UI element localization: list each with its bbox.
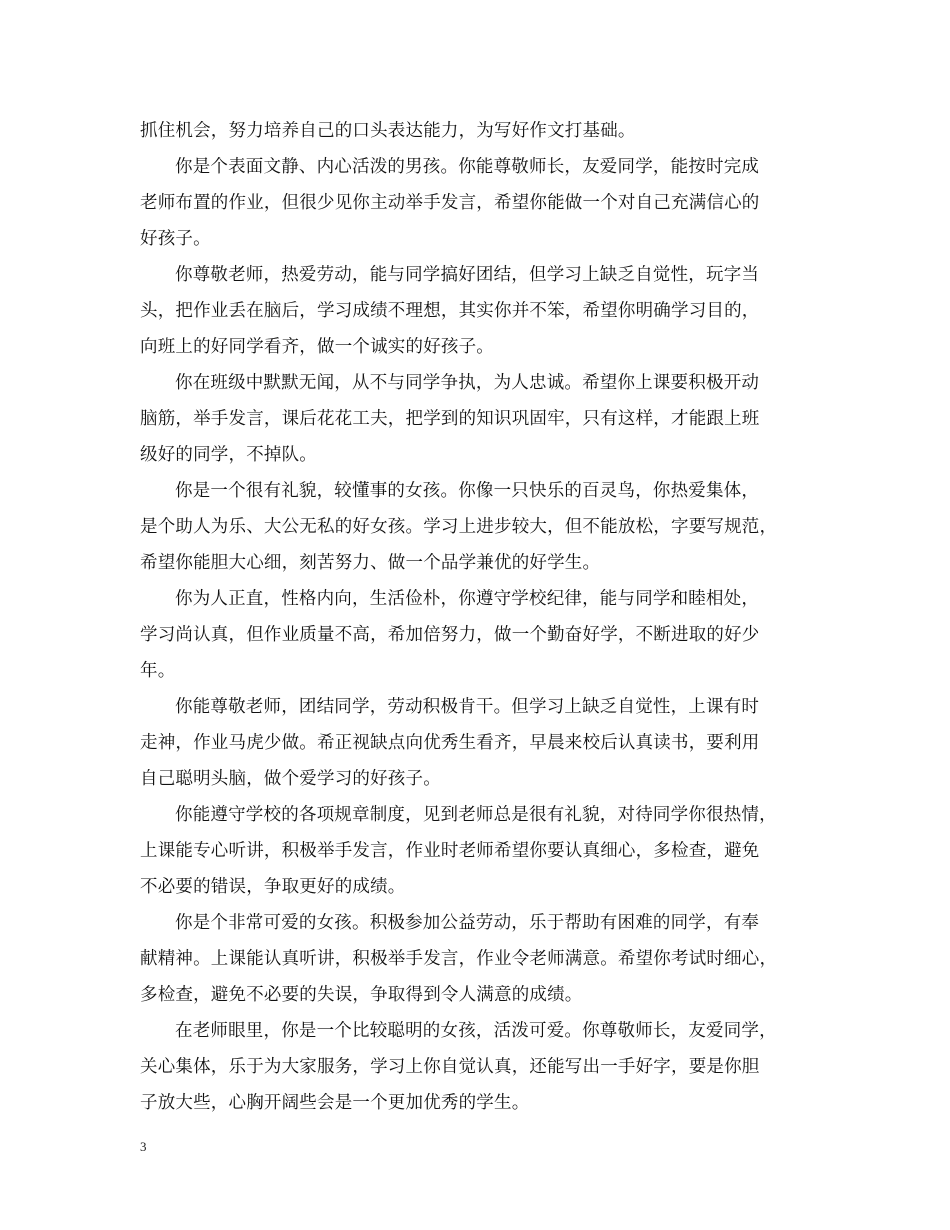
text-line: 你能遵守学校的各项规章制度，见到老师总是很有礼貌，对待同学你很热情，: [175, 805, 777, 825]
text-line: 在老师眼里，你是一个比较聪明的女孩，活泼可爱。你尊敬师长，友爱同学，: [175, 1021, 777, 1041]
text-line: 好孩子。: [140, 229, 211, 249]
text-line: 子放大些，心胸开阔些会是一个更加优秀的学生。: [140, 1093, 530, 1113]
text-line: 头，把作业丢在脑后，学习成绩不理想，其实你并不笨，希望你明确学习目的，: [140, 301, 760, 321]
text-line: 献精神。上课能认真听讲，积极举手发言，作业令老师满意。希望你考试时细心，: [140, 949, 778, 969]
text-line: 你是个非常可爱的女孩。积极参加公益劳动，乐于帮助有困难的同学，有奉: [175, 913, 760, 933]
text-line: 你在班级中默默无闻，从不与同学争执，为人忠诚。希望你上课要积极开动: [175, 373, 760, 393]
text-line: 年。: [140, 661, 176, 681]
text-line: 关心集体，乐于为大家服务，学习上你自觉认真，还能写出一手好字，要是你胆: [140, 1057, 760, 1077]
text-line: 希望你能胆大心细，刻苦努力、做一个品学兼优的好学生。: [140, 553, 601, 573]
text-line: 级好的同学，不掉队。: [140, 445, 317, 465]
text-line: 上课能专心听讲，积极举手发言，作业时老师希望你要认真细心，多检查，避免: [140, 841, 760, 861]
text-line: 不必要的错误，争取更好的成绩。: [140, 877, 406, 897]
text-line: 你尊敬老师，热爱劳动，能与同学搞好团结，但学习上缺乏自觉性，玩字当: [175, 265, 760, 285]
text-line: 脑筋，举手发言，课后花花工夫，把学到的知识巩固牢，只有这样，才能跟上班: [140, 409, 760, 429]
text-line: 向班上的好同学看齐，做一个诚实的好孩子。: [140, 337, 494, 357]
text-line: 你是一个很有礼貌，较懂事的女孩。你像一只快乐的百灵鸟，你热爱集体，: [175, 481, 760, 501]
text-line: 自己聪明头脑，做个爱学习的好孩子。: [140, 769, 441, 789]
text-line: 抓住机会，努力培养自己的口头表达能力，为写好作文打基础。: [140, 121, 636, 141]
text-line: 走神，作业马虎少做。希正视缺点向优秀生看齐，早晨来校后认真读书，要利用: [140, 733, 760, 753]
text-line: 你是个表面文静、内心活泼的男孩。你能尊敬师长，友爱同学，能按时完成: [175, 157, 760, 177]
text-line: 你能尊敬老师，团结同学，劳动积极肯干。但学习上缺乏自觉性，上课有时: [175, 697, 760, 717]
text-line: 多检查，避免不必要的失误，争取得到令人满意的成绩。: [140, 985, 583, 1005]
text-line: 是个助人为乐、大公无私的好女孩。学习上进步较大，但不能放松，字要写规范，: [140, 517, 778, 537]
text-line: 老师布置的作业，但很少见你主动举手发言，希望你能做一个对自己充满信心的: [140, 193, 760, 213]
page-number: 3: [140, 1139, 147, 1154]
text-line: 你为人正直，性格内向，生活俭朴，你遵守学校纪律，能与同学和睦相处，: [175, 589, 760, 609]
text-line: 学习尚认真，但作业质量不高，希加倍努力，做一个勤奋好学，不断进取的好少: [140, 625, 760, 645]
